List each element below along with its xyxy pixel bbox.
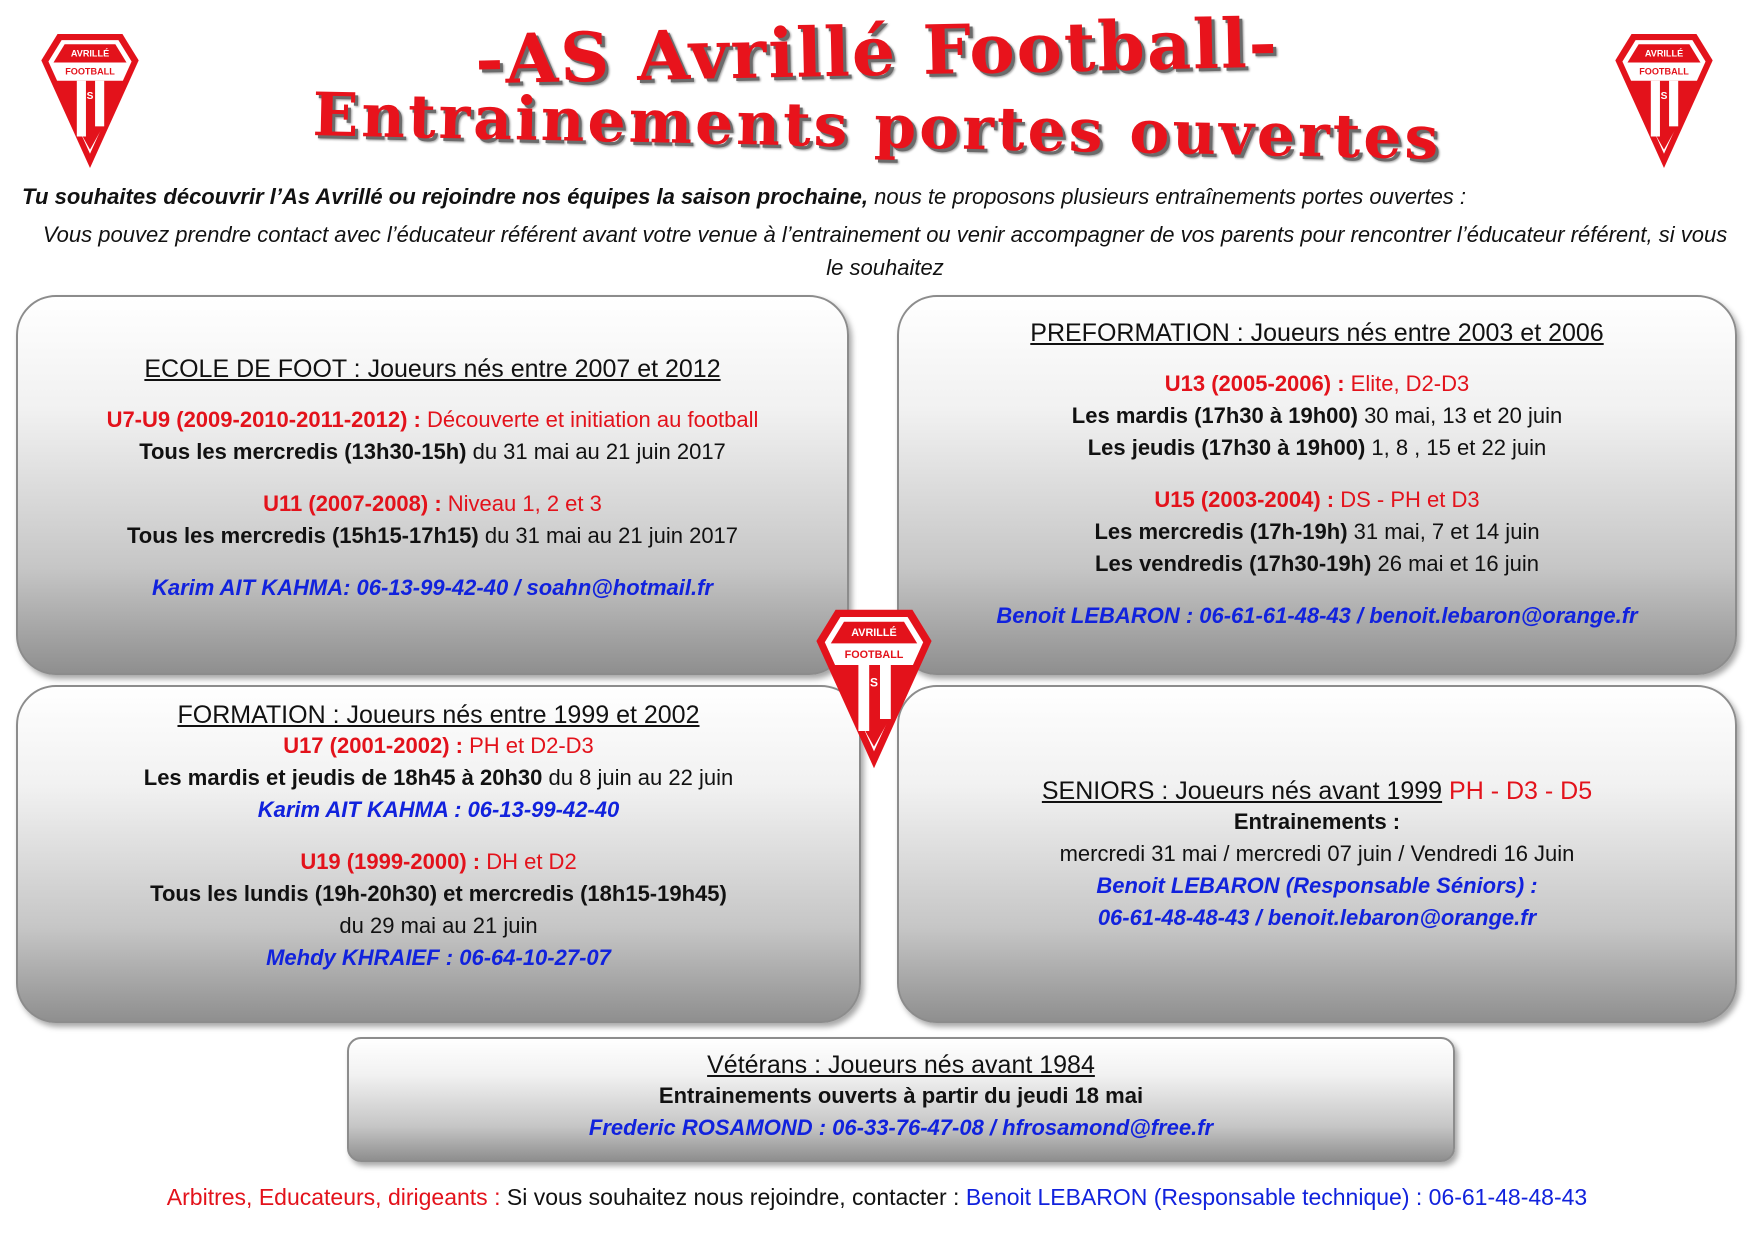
u15-desc: DS - PH et D3 bbox=[1334, 487, 1480, 512]
u15-l2-bold: Les vendredis (17h30-19h) bbox=[1095, 551, 1372, 576]
club-logo-center bbox=[812, 605, 936, 773]
u19-label: U19 (1999-2000) : bbox=[300, 849, 481, 874]
preformation-box bbox=[897, 295, 1737, 675]
u7-sched-bold: Tous les mercredis (13h30-15h) bbox=[139, 439, 467, 464]
logo-text-2: FOOTBALL bbox=[844, 648, 904, 661]
u7-label: U7-U9 (2009-2010-2011-2012) : bbox=[106, 407, 421, 432]
footer-label: Arbitres, Educateurs, dirigeants : bbox=[166, 1184, 501, 1210]
u7-u9-title bbox=[18, 404, 847, 436]
logo-letters: A S A bbox=[76, 90, 104, 102]
u17-label: U17 (2001-2002) : bbox=[283, 733, 463, 758]
u15-schedule-2 bbox=[899, 548, 1735, 580]
preformation-contact: Benoit LEBARON : 06-61-61-48-43 / benoit.lebaron@orange.fr bbox=[996, 603, 1638, 628]
logo-text-2: FOOTBALL bbox=[1639, 66, 1689, 77]
preformation-heading: PREFORMATION : Joueurs nés entre 2003 et 2006 bbox=[1030, 319, 1604, 347]
u13-title bbox=[899, 368, 1735, 400]
u13-schedule-1 bbox=[899, 400, 1735, 432]
logo-text-1: AVRILLÉ bbox=[70, 48, 110, 59]
page-subtitle: Entrainements portes ouvertes bbox=[311, 80, 1443, 174]
u11-schedule bbox=[18, 520, 847, 552]
u7-desc: Découverte et initiation au football bbox=[420, 407, 759, 432]
u7-sched-rest: du 31 mai au 21 juin 2017 bbox=[466, 439, 726, 464]
u15-label: U15 (2003-2004) : bbox=[1154, 487, 1335, 512]
u17-title bbox=[18, 730, 859, 762]
formation-contact-1: Karim AIT KAHMA : 06-13-99-42-40 bbox=[257, 797, 620, 822]
seniors-contact-1: Benoit LEBARON (Responsable Séniors) : bbox=[1096, 873, 1538, 898]
u15-l1-rest: 31 mai, 7 et 14 juin bbox=[1347, 519, 1540, 544]
veterans-contact: Frederic ROSAMOND : 06-33-76-47-08 / hfrosamond@free.fr bbox=[588, 1115, 1214, 1140]
formation-box bbox=[16, 685, 861, 1023]
u11-label: U11 (2007-2008) : bbox=[263, 491, 442, 516]
logo-letters: A S A bbox=[858, 675, 890, 690]
logo-text-1: AVRILLÉ bbox=[851, 627, 897, 640]
u19-schedule: Tous les lundis (19h-20h30) et mercredis (18h15-19h45) bbox=[150, 881, 727, 906]
ecole-de-foot-box bbox=[16, 295, 849, 675]
u13-label: U13 (2005-2006) : bbox=[1164, 371, 1345, 396]
footer-text: Si vous souhaitez nous rejoindre, contacter : bbox=[500, 1184, 966, 1210]
veterans-schedule: Entrainements ouverts à partir du jeudi 18 mai bbox=[658, 1083, 1144, 1108]
u15-l1-bold: Les mercredis (17h-19h) bbox=[1094, 519, 1348, 544]
u15-l2-rest: 26 mai et 16 juin bbox=[1371, 551, 1539, 576]
seniors-dates: mercredi 31 mai / mercredi 07 juin / Vendredi 16 Juin bbox=[1059, 841, 1575, 866]
u13-l2-bold: Les jeudis (17h30 à 19h00) bbox=[1087, 435, 1366, 460]
veterans-heading: Vétérans : Joueurs nés avant 1984 bbox=[707, 1051, 1095, 1079]
u11-sched-rest: du 31 mai au 21 juin 2017 bbox=[478, 523, 739, 548]
u11-desc: Niveau 1, 2 et 3 bbox=[441, 491, 602, 516]
u19-desc: DH et D2 bbox=[480, 849, 577, 874]
seniors-contact-2: 06-61-48-48-43 / benoit.lebaron@orange.fr bbox=[1097, 905, 1537, 930]
u19-dates: du 29 mai au 21 juin bbox=[339, 913, 538, 938]
u7-u9-schedule bbox=[18, 436, 847, 468]
ecole-heading: ECOLE DE FOOT : Joueurs nés entre 2007 et 2012 bbox=[144, 355, 721, 383]
u13-l2-rest: 1, 8 , 15 et 22 juin bbox=[1365, 435, 1547, 460]
intro-bold: Tu souhaites découvrir l’As Avrillé ou rejoindre nos équipes la saison prochaine, bbox=[22, 184, 869, 209]
seniors-sub: Entrainements : bbox=[1233, 809, 1401, 834]
u17-sched-bold: Les mardis et jeudis de 18h45 à 20h30 bbox=[143, 765, 543, 790]
veterans-box bbox=[347, 1037, 1455, 1162]
u13-schedule-2 bbox=[899, 432, 1735, 464]
u15-title bbox=[899, 484, 1735, 516]
logo-letters: A S A bbox=[1650, 90, 1678, 102]
seniors-heading: SENIORS : Joueurs nés avant 1999 bbox=[1041, 777, 1443, 805]
u11-sched-bold: Tous les mercredis (15h15-17h15) bbox=[126, 523, 479, 548]
seniors-title bbox=[899, 777, 1735, 806]
intro-line-2: Vous pouvez prendre contact avec l’éducateur référent avant votre venue à l’entrainement ou venir accompagner de vos parents pour rencontrer l’éducateur référent, si vous le souhaitez bbox=[42, 222, 1728, 280]
u19-title bbox=[18, 846, 859, 878]
u13-l1-bold: Les mardis (17h30 à 19h00) bbox=[1071, 403, 1358, 428]
ecole-contact: Karim AIT KAHMA: 06-13-99-42-40 / soahn@hotmail.fr bbox=[152, 575, 713, 600]
intro-rest: nous te proposons plusieurs entraînements portes ouvertes : bbox=[868, 184, 1467, 209]
formation-contact-2: Mehdy KHRAIEF : 06-64-10-27-07 bbox=[266, 945, 611, 970]
u11-title bbox=[18, 488, 847, 520]
intro-line-1 bbox=[22, 184, 1722, 210]
logo-text-2: FOOTBALL bbox=[65, 66, 115, 77]
u17-sched-rest: du 8 juin au 22 juin bbox=[542, 765, 734, 790]
footer bbox=[0, 1184, 1754, 1211]
footer-contact: Benoit LEBARON (Responsable technique) : 06-61-48-48-43 bbox=[965, 1184, 1588, 1210]
formation-heading: FORMATION : Joueurs nés entre 1999 et 2002 bbox=[177, 701, 700, 729]
seniors-levels: PH - D3 - D5 bbox=[1442, 777, 1593, 805]
u13-desc: Elite, D2-D3 bbox=[1344, 371, 1470, 396]
u17-schedule bbox=[18, 762, 859, 794]
u17-desc: PH et D2-D3 bbox=[462, 733, 594, 758]
page-title: -AS Avrillé Football- bbox=[474, 3, 1280, 101]
u13-l1-rest: 30 mai, 13 et 20 juin bbox=[1357, 403, 1563, 428]
u15-schedule-1 bbox=[899, 516, 1735, 548]
logo-text-1: AVRILLÉ bbox=[1644, 48, 1684, 59]
seniors-box bbox=[897, 685, 1737, 1023]
